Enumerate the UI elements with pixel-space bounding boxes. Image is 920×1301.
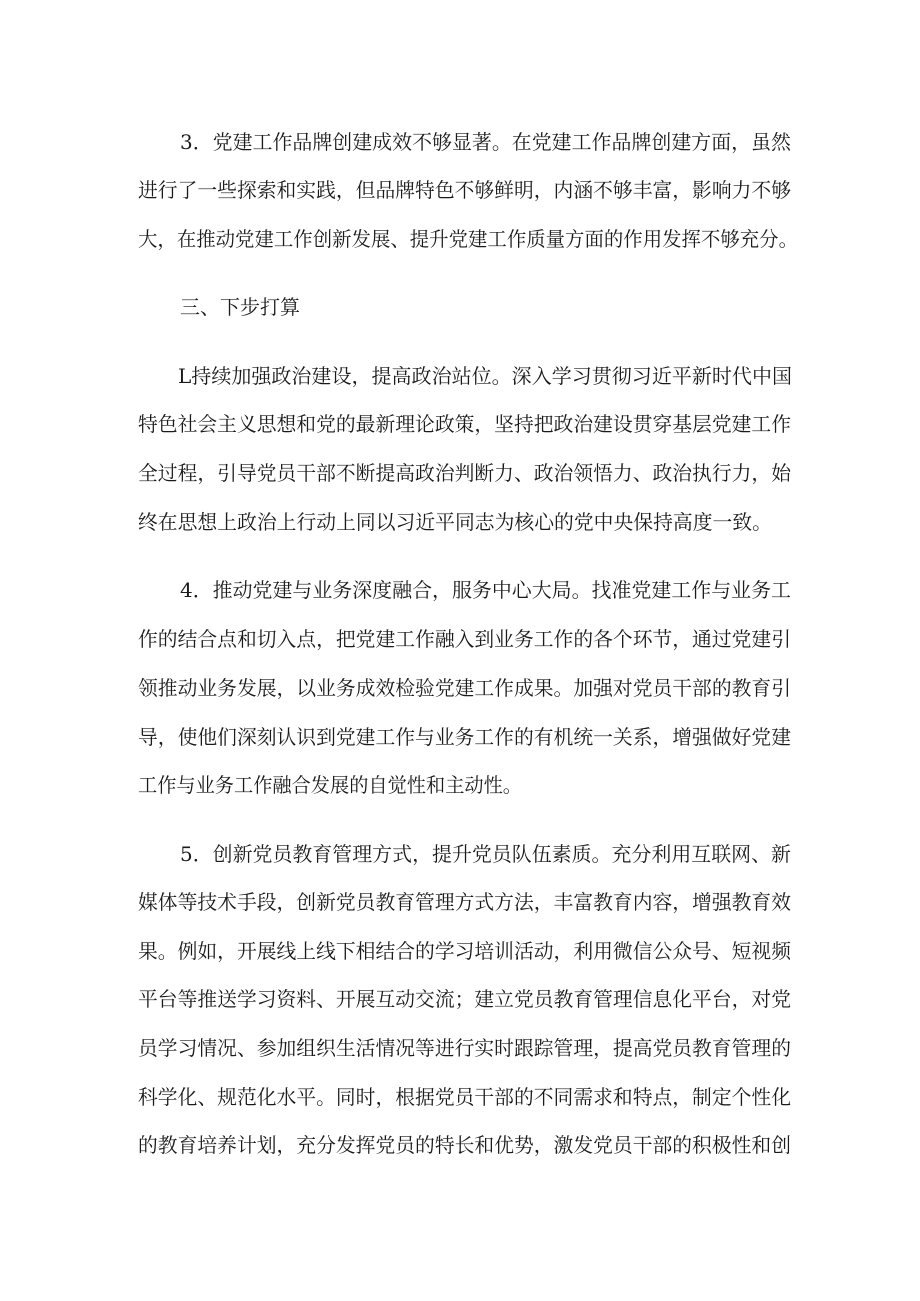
document-page: 3．党建工作品牌创建成效不够显著。在党建工作品牌创建方面，虽然 进行了一些探索和实践，但品牌特色不够鲜明，内涵不够丰富，影响力不够 大，在推动党建工作创新发展、提升党建工作质量方面的作用发挥不够充分。 三、下步打算 L持续加强政治建设，提高政治站位。深入学习贯彻习近平新时代中国 特色社会主义思想和党的最新理论政策，坚持把政治建设贯穿基层党建工作 全过程，引导党员干部不断提高政治判断力、政治领悟力、政治执行力，始 终在思想上政治上行动上同以习近平同志为核心的党中央保持高度一致。 4．推动党建与业务深度融合，服务中心大局。找准党建工作与业务工 作的结合点和切入点，把党建工作融入到业务工作的各个环节，通过党建引 领推动业务发展，以业务成效检验党建工作成果。加强对党员干部的教育引 导，使他们深刻认识到党建工作与业务工作的有机统一关系，增强做好党建 工作与业务工作融合发展的自觉性和主动性。 5．创新党员教育管理方式，提升党员队伍素质。充分利用互联网、新 媒体等技术手段，创新党员教育管理方式方法，丰富教育内容，增强教育效 果。例如，开展线上线下相结合的学习培训活动，利用微信公众号、短视频 平台等推送学习资料、开展互动交流；建立党员教育管理信息化平台，对党 员学习情况、参加组织生活情况等进行实时跟踪管理，提高党员教育管理的 科学化、规范化水平。同时，根据党员干部的不同需求和特点，制定个性化 的教育培养计划，充分发挥党员的特长和优势，激发党员干部的积极性和创 [138, 130, 798, 1157]
